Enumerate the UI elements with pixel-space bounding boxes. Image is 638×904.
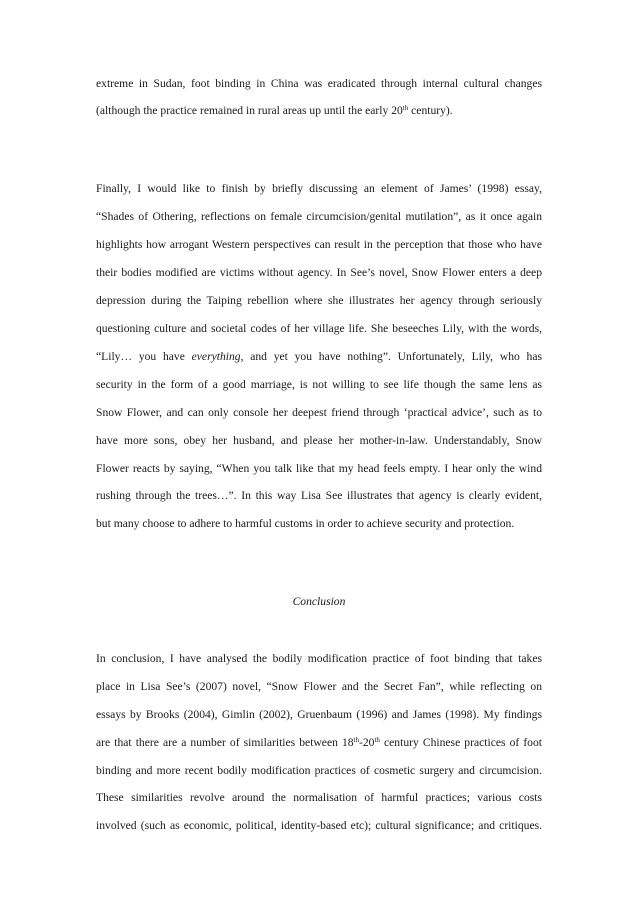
conclusion-line-4 bbox=[96, 736, 542, 750]
superscript: th bbox=[374, 736, 380, 744]
paragraph-2-line-4: their bodies modified are victims without agency. In See’s novel, Snow Flower enters a deep bbox=[96, 266, 542, 279]
paragraph-2-line-3: highlights how arrogant Western perspectives can result in the perception that those who have bbox=[96, 238, 542, 251]
section-heading-conclusion: Conclusion bbox=[292, 595, 346, 608]
text-run: (although the practice remained in rural areas up until the early 20 bbox=[96, 104, 403, 117]
text-run: , and yet you have nothing”. Unfortunately, Lily, who has bbox=[240, 350, 542, 363]
paragraph-2-line-5: depression during the Taiping rebellion where she illustrates her agency through seriously bbox=[96, 294, 542, 307]
text-run: century). bbox=[408, 104, 453, 117]
superscript: th bbox=[353, 736, 360, 744]
paragraph-2-line-10: have more sons, obey her husband, and please her mother-in-law. Understandably, Snow bbox=[96, 434, 542, 447]
emphasis-text: everything bbox=[191, 350, 241, 363]
text-run: “Lily… you have bbox=[96, 350, 192, 363]
conclusion-line-7: involved (such as economic, political, identity-based etc); cultural significance; and critiques. bbox=[96, 819, 542, 832]
paragraph-2-line-8: security in the form of a good marriage, is not willing to see life though the same lens as bbox=[96, 378, 542, 391]
conclusion-line-6: These similarities revolve around the normalisation of harmful practices; various costs bbox=[96, 791, 542, 804]
paragraph-2-line-9: Snow Flower, and can only console her deepest friend through ‘practical advice’, such as to bbox=[96, 406, 542, 419]
paragraph-2-line-11: Flower reacts by saying, “When you talk like that my head feels empty. I hear only the wind bbox=[96, 462, 542, 475]
conclusion-line-3: essays by Brooks (2004), Gimlin (2002), Gruenbaum (1996) and James (1998). My findings bbox=[96, 708, 542, 721]
paragraph-2-line-7 bbox=[96, 350, 542, 364]
paragraph-1-line-2 bbox=[96, 104, 542, 118]
conclusion-line-1: In conclusion, I have analysed the bodily modification practice of foot binding that takes bbox=[96, 652, 542, 665]
paragraph-2-line-13: but many choose to adhere to harmful customs in order to achieve security and protection. bbox=[96, 517, 515, 530]
conclusion-line-5: binding and more recent bodily modification practices of cosmetic surgery and circumcision. bbox=[96, 764, 542, 777]
paragraph-1-line-1: extreme in Sudan, foot binding in China was eradicated through internal cultural changes bbox=[96, 77, 542, 90]
paragraph-2-line-12: rushing through the trees…”. In this way Lisa See illustrates that agency is clearly evident, bbox=[96, 489, 542, 502]
text-run: -20 bbox=[359, 736, 375, 749]
paragraph-2-line-2: “Shades of Othering, reflections on female circumcision/genital mutilation”, as it once again bbox=[96, 210, 542, 223]
paragraph-2-line-1: Finally, I would like to finish by briefly discussing an element of James’ (1998) essay, bbox=[96, 182, 542, 195]
superscript: th bbox=[402, 104, 409, 112]
text-run: century Chinese practices of foot bbox=[379, 736, 542, 749]
paragraph-2-line-6: questioning culture and societal codes of her village life. She beseeches Lily, with the words, bbox=[96, 322, 542, 335]
conclusion-line-2: place in Lisa See’s (2007) novel, “Snow Flower and the Secret Fan”, while reflecting on bbox=[96, 680, 542, 693]
text-run: are that there are a number of similarities between 18 bbox=[96, 736, 354, 749]
